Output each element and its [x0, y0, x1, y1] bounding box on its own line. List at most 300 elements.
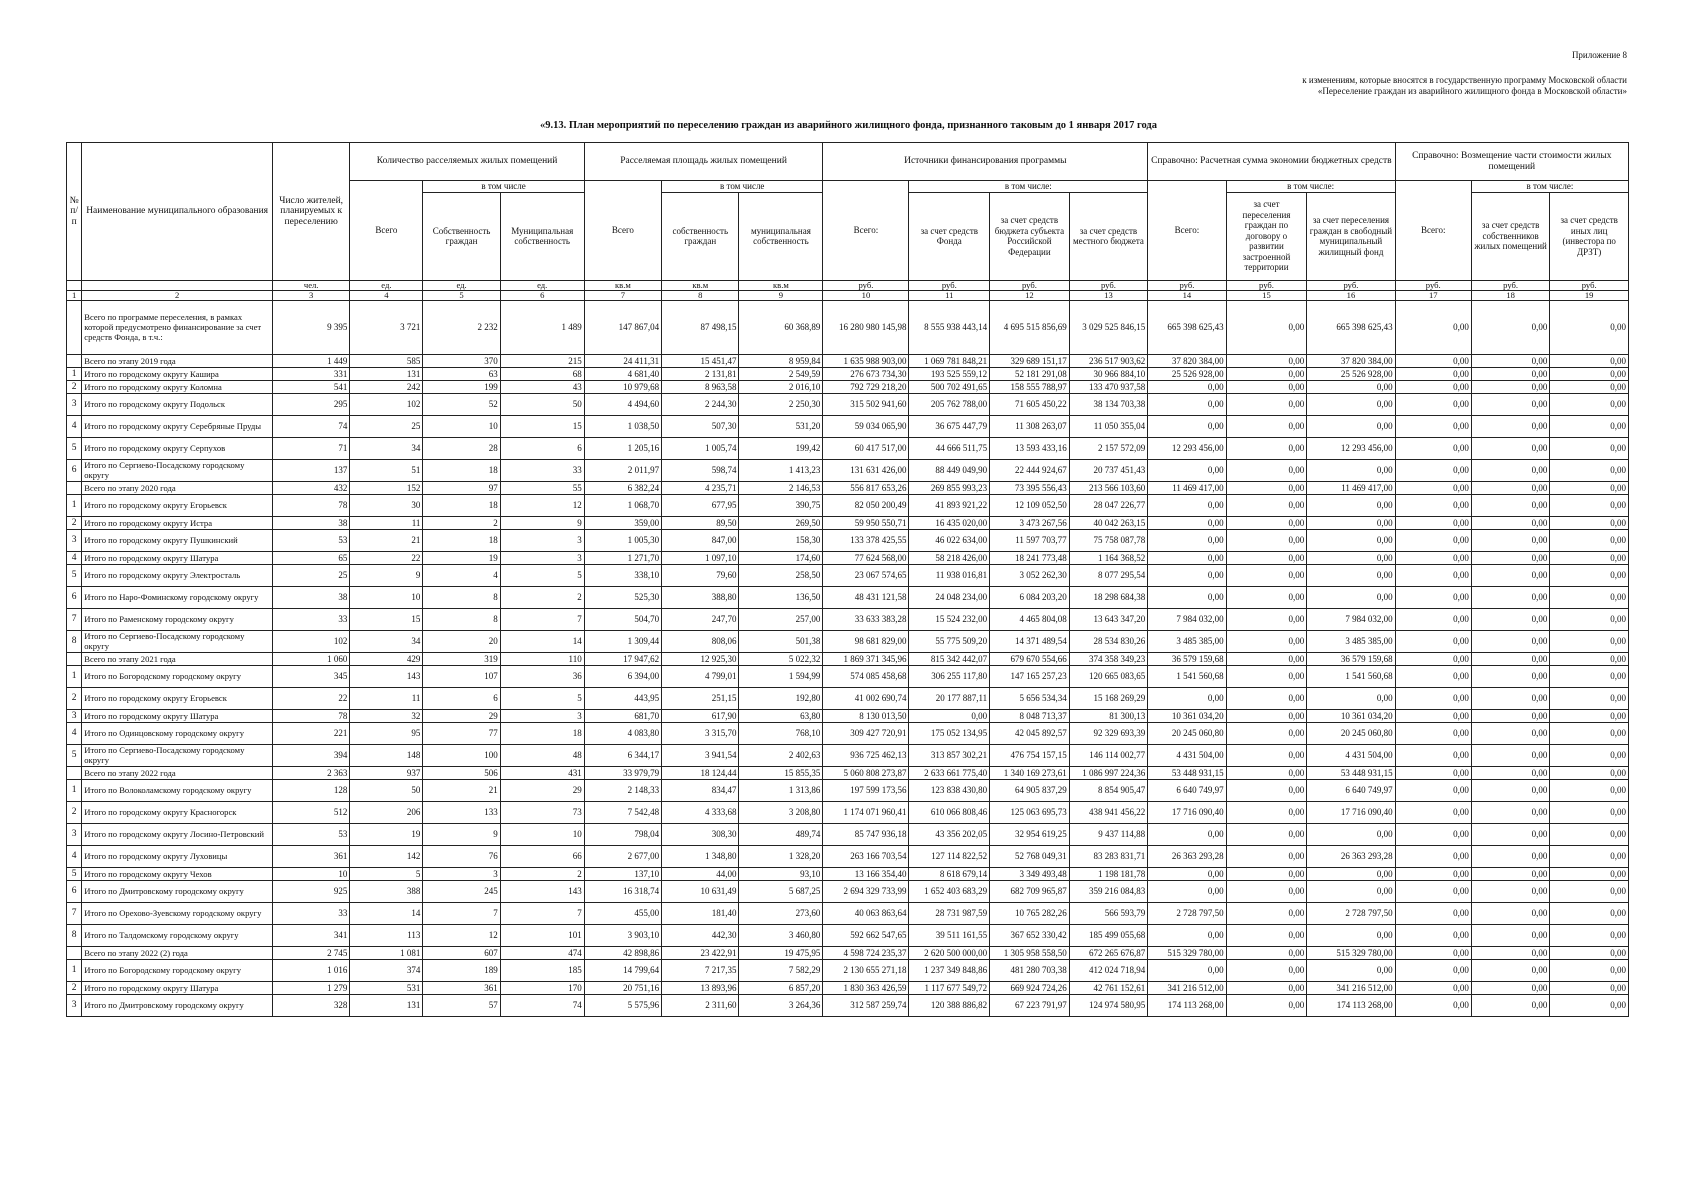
value-cell: 11 050 355,04 [1069, 415, 1148, 437]
value-cell: 1 413,23 [739, 459, 823, 481]
value-cell: 9 [500, 516, 584, 529]
value-cell: 8 [423, 608, 500, 630]
value-cell: 4 494,60 [584, 393, 661, 415]
value-cell: 0,00 [1550, 415, 1629, 437]
value-cell: 2 728 797,50 [1148, 902, 1226, 924]
value-cell: 388,80 [662, 586, 739, 608]
value-cell: 3 903,10 [584, 924, 661, 946]
column-number-cell: 13 [1069, 290, 1148, 300]
value-cell: 34 [350, 630, 423, 652]
value-cell: 617,90 [662, 709, 739, 722]
row-number [67, 481, 82, 494]
value-cell: 3 349 493,48 [990, 867, 1070, 880]
value-cell: 263 166 703,54 [823, 845, 909, 867]
value-cell: 0,00 [1148, 564, 1226, 586]
value-cell: 57 [423, 994, 500, 1016]
value-cell: 0,00 [1226, 652, 1307, 665]
value-cell: 0,00 [1226, 924, 1307, 946]
value-cell: 0,00 [1307, 867, 1395, 880]
value-cell: 2 363 [272, 766, 349, 779]
table-row [67, 924, 1629, 946]
qty-own-header: Собственность граждан [423, 192, 500, 280]
column-number-cell: 15 [1226, 290, 1307, 300]
value-cell: 93,10 [739, 867, 823, 880]
value-cell: 0,00 [1148, 529, 1226, 551]
row-number: 1 [67, 367, 82, 380]
table-row [67, 380, 1629, 393]
value-cell: 0,00 [1550, 867, 1629, 880]
value-cell: 0,00 [1226, 551, 1307, 564]
value-cell: 33 [272, 608, 349, 630]
value-cell: 48 [500, 744, 584, 766]
value-cell: 512 [272, 801, 349, 823]
value-cell: 137,10 [584, 867, 661, 880]
municipality-name: Итого по Талдомскому городскому округу [82, 924, 273, 946]
value-cell: 0,00 [1471, 766, 1549, 779]
value-cell: 0,00 [1471, 902, 1549, 924]
column-number-cell: 9 [739, 290, 823, 300]
value-cell: 0,00 [1395, 823, 1471, 845]
value-cell: 100 [423, 744, 500, 766]
value-cell: 1 016 [272, 959, 349, 981]
value-cell: 44 666 511,75 [909, 437, 990, 459]
value-cell: 0,00 [1471, 415, 1549, 437]
value-cell: 4 799,01 [662, 665, 739, 687]
value-cell: 0,00 [1395, 652, 1471, 665]
value-cell: 133 378 425,55 [823, 529, 909, 551]
municipality-name: Итого по городскому округу Егорьевск [82, 687, 273, 709]
table-row [67, 779, 1629, 801]
value-cell: 0,00 [1471, 586, 1549, 608]
row-number: 2 [67, 380, 82, 393]
value-cell: 0,00 [1226, 902, 1307, 924]
unit-cell: руб. [990, 280, 1070, 290]
value-cell: 10 361 034,20 [1307, 709, 1395, 722]
qty-municipal-header: Муниципальная собственность [500, 192, 584, 280]
table-row [67, 437, 1629, 459]
value-cell: 12 925,30 [662, 652, 739, 665]
value-cell: 0,00 [1395, 608, 1471, 630]
value-cell: 0,00 [1148, 880, 1226, 902]
value-cell: 146 114 002,77 [1069, 744, 1148, 766]
value-cell: 0,00 [1395, 687, 1471, 709]
value-cell: 0,00 [1471, 867, 1549, 880]
value-cell: 19 [350, 823, 423, 845]
row-number: 5 [67, 867, 82, 880]
value-cell: 0,00 [1471, 744, 1549, 766]
unit-cell: руб. [1307, 280, 1395, 290]
value-cell: 0,00 [1471, 300, 1549, 354]
value-cell: 102 [272, 630, 349, 652]
value-cell: 0,00 [1471, 994, 1549, 1016]
value-cell: 247,70 [662, 608, 739, 630]
value-cell: 443,95 [584, 687, 661, 709]
table-row [67, 551, 1629, 564]
area-total-header: Всего [584, 181, 661, 281]
area-incl-header: в том числе [662, 181, 823, 193]
value-cell: 0,00 [1550, 516, 1629, 529]
value-cell: 113 [350, 924, 423, 946]
group-economy-header: Справочно: Расчетная сумма экономии бюджетных средств [1148, 143, 1395, 181]
value-cell: 1 198 181,78 [1069, 867, 1148, 880]
value-cell: 0,00 [1471, 845, 1549, 867]
value-cell: 0,00 [1550, 902, 1629, 924]
value-cell: 0,00 [1471, 564, 1549, 586]
row-number: 4 [67, 845, 82, 867]
value-cell: 2 728 797,50 [1307, 902, 1395, 924]
value-cell: 30 [350, 494, 423, 516]
value-cell: 0,00 [1550, 393, 1629, 415]
municipality-name: Итого по городскому округу Шатура [82, 709, 273, 722]
value-cell: 73 395 556,43 [990, 481, 1070, 494]
value-cell: 124 974 580,95 [1069, 994, 1148, 1016]
value-cell: 10 765 282,26 [990, 902, 1070, 924]
value-cell: 8 963,58 [662, 380, 739, 393]
value-cell: 206 [350, 801, 423, 823]
unit-cell: кв.м [739, 280, 823, 290]
value-cell: 17 947,62 [584, 652, 661, 665]
value-cell: 52 [423, 393, 500, 415]
value-cell: 0,00 [1226, 766, 1307, 779]
value-cell: 13 593 433,16 [990, 437, 1070, 459]
value-cell: 55 [500, 481, 584, 494]
col-residents-header: Число жителей, планируемых к переселению [272, 143, 349, 281]
value-cell: 17 716 090,40 [1148, 801, 1226, 823]
value-cell: 25 [272, 564, 349, 586]
value-cell: 1 340 169 273,61 [990, 766, 1070, 779]
comp-incl-header: в том числе: [1471, 181, 1628, 193]
unit-cell: руб. [909, 280, 990, 290]
value-cell: 489,74 [739, 823, 823, 845]
value-cell: 525,30 [584, 586, 661, 608]
value-cell: 0,00 [1226, 300, 1307, 354]
value-cell: 3 052 262,30 [990, 564, 1070, 586]
value-cell: 245 [423, 880, 500, 902]
value-cell: 55 775 509,20 [909, 630, 990, 652]
value-cell: 174 113 268,00 [1307, 994, 1395, 1016]
group-area-header: Расселяемая площадь жилых помещений [584, 143, 823, 181]
value-cell: 331 [272, 367, 349, 380]
value-cell: 0,00 [1395, 564, 1471, 586]
value-cell: 0,00 [1226, 946, 1307, 959]
municipality-name: Итого по городскому округу Шатура [82, 981, 273, 994]
value-cell: 36 [500, 665, 584, 687]
value-cell: 0,00 [1307, 551, 1395, 564]
value-cell: 681,70 [584, 709, 661, 722]
value-cell: 0,00 [1550, 437, 1629, 459]
value-cell: 0,00 [1226, 880, 1307, 902]
row-number: 2 [67, 687, 82, 709]
value-cell: 143 [500, 880, 584, 902]
value-cell: 0,00 [1550, 845, 1629, 867]
value-cell: 269 855 993,23 [909, 481, 990, 494]
row-number [67, 946, 82, 959]
value-cell: 68 [500, 367, 584, 380]
value-cell: 0,00 [1550, 630, 1629, 652]
value-cell: 101 [500, 924, 584, 946]
value-cell: 9 437 114,88 [1069, 823, 1148, 845]
value-cell: 52 768 049,31 [990, 845, 1070, 867]
value-cell: 52 181 291,08 [990, 367, 1070, 380]
value-cell: 0,00 [1395, 437, 1471, 459]
value-cell: 5 [500, 564, 584, 586]
value-cell: 2 157 572,09 [1069, 437, 1148, 459]
value-cell: 0,00 [1226, 380, 1307, 393]
value-cell: 3 485 385,00 [1148, 630, 1226, 652]
value-cell: 215 [500, 354, 584, 367]
column-number-cell: 18 [1471, 290, 1549, 300]
municipality-name: Всего по программе переселения, в рамках которой предусмотрено финансирование за счет средств Фонда, в т.ч.: [82, 300, 273, 354]
value-cell: 0,00 [1395, 924, 1471, 946]
value-cell: 236 517 903,62 [1069, 354, 1148, 367]
value-cell: 0,00 [1550, 459, 1629, 481]
value-cell: 6 857,20 [739, 981, 823, 994]
group-financing-header: Источники финансирования программы [823, 143, 1148, 181]
unit-cell: руб. [1226, 280, 1307, 290]
value-cell: 1 069 781 848,21 [909, 354, 990, 367]
value-cell: 197 599 173,56 [823, 779, 909, 801]
value-cell: 174 113 268,00 [1148, 994, 1226, 1016]
value-cell: 598,74 [662, 459, 739, 481]
unit-cell-empty [82, 280, 273, 290]
value-cell: 3 [500, 709, 584, 722]
value-cell: 0,00 [1307, 880, 1395, 902]
value-cell: 24 048 234,00 [909, 586, 990, 608]
value-cell: 4 695 515 856,69 [990, 300, 1070, 354]
value-cell: 15 855,35 [739, 766, 823, 779]
table-row [67, 766, 1629, 779]
value-cell: 18 [423, 529, 500, 551]
value-cell: 0,00 [1395, 551, 1471, 564]
value-cell: 361 [423, 981, 500, 994]
table-row [67, 481, 1629, 494]
value-cell: 73 [500, 801, 584, 823]
value-cell: 136,50 [739, 586, 823, 608]
value-cell: 14 371 489,54 [990, 630, 1070, 652]
value-cell: 0,00 [1471, 823, 1549, 845]
value-cell: 67 223 791,97 [990, 994, 1070, 1016]
value-cell: 2 620 500 000,00 [909, 946, 990, 959]
value-cell: 33 [500, 459, 584, 481]
value-cell: 925 [272, 880, 349, 902]
value-cell: 6 344,17 [584, 744, 661, 766]
comp-total-header: Всего: [1395, 181, 1471, 281]
row-number: 6 [67, 586, 82, 608]
value-cell: 0,00 [1550, 994, 1629, 1016]
value-cell: 258,50 [739, 564, 823, 586]
table-row [67, 459, 1629, 481]
value-cell: 0,00 [1550, 880, 1629, 902]
value-cell: 531 [350, 981, 423, 994]
municipality-name: Итого по городскому округу Электросталь [82, 564, 273, 586]
value-cell: 0,00 [1550, 946, 1629, 959]
value-cell: 2 232 [423, 300, 500, 354]
table-row [67, 709, 1629, 722]
municipality-name: Итого по городскому округу Егорьевск [82, 494, 273, 516]
value-cell: 7 984 032,00 [1148, 608, 1226, 630]
value-cell: 0,00 [1471, 437, 1549, 459]
value-cell: 20 737 451,43 [1069, 459, 1148, 481]
value-cell: 142 [350, 845, 423, 867]
value-cell: 9 [350, 564, 423, 586]
area-own-header: собственность граждан [662, 192, 739, 280]
value-cell: 476 754 157,15 [990, 744, 1070, 766]
table-row [67, 902, 1629, 924]
value-cell: 0,00 [1226, 393, 1307, 415]
column-number-cell: 3 [272, 290, 349, 300]
value-cell: 221 [272, 722, 349, 744]
value-cell: 2 244,30 [662, 393, 739, 415]
value-cell: 1 271,70 [584, 551, 661, 564]
table-row [67, 564, 1629, 586]
col-name-header: Наименование муниципального образования [82, 143, 273, 281]
value-cell: 679 670 554,66 [990, 652, 1070, 665]
value-cell: 442,30 [662, 924, 739, 946]
value-cell: 501,38 [739, 630, 823, 652]
value-cell: 0,00 [1395, 300, 1471, 354]
value-cell: 18 [423, 494, 500, 516]
value-cell: 87 498,15 [662, 300, 739, 354]
value-cell: 30 966 884,10 [1069, 367, 1148, 380]
value-cell: 0,00 [1148, 823, 1226, 845]
value-cell: 0,00 [1395, 380, 1471, 393]
value-cell: 29 [423, 709, 500, 722]
value-cell: 50 [500, 393, 584, 415]
unit-cell: руб. [823, 280, 909, 290]
value-cell: 4 431 504,00 [1307, 744, 1395, 766]
value-cell: 541 [272, 380, 349, 393]
value-cell: 3 485 385,00 [1307, 630, 1395, 652]
municipality-name: Итого по городскому округу Красногорск [82, 801, 273, 823]
value-cell: 0,00 [1550, 801, 1629, 823]
row-number: 5 [67, 564, 82, 586]
row-number: 4 [67, 551, 82, 564]
value-cell: 11 938 016,81 [909, 564, 990, 586]
value-cell: 0,00 [1395, 981, 1471, 994]
value-cell: 10 [500, 823, 584, 845]
value-cell: 152 [350, 481, 423, 494]
value-cell: 0,00 [1471, 687, 1549, 709]
value-cell: 66 [500, 845, 584, 867]
value-cell: 295 [272, 393, 349, 415]
value-cell: 0,00 [1395, 867, 1471, 880]
value-cell: 0,00 [1395, 801, 1471, 823]
value-cell: 345 [272, 665, 349, 687]
value-cell: 0,00 [1307, 494, 1395, 516]
value-cell: 7 [500, 608, 584, 630]
value-cell: 5 060 808 273,87 [823, 766, 909, 779]
value-cell: 0,00 [1395, 481, 1471, 494]
value-cell: 0,00 [1550, 959, 1629, 981]
value-cell: 0,00 [1395, 946, 1471, 959]
table-row [67, 393, 1629, 415]
municipality-name: Итого по городскому округу Луховицы [82, 845, 273, 867]
value-cell: 1 279 [272, 981, 349, 994]
value-cell: 1 038,50 [584, 415, 661, 437]
unit-cell: руб. [1471, 280, 1549, 290]
table-row [67, 744, 1629, 766]
row-number: 8 [67, 924, 82, 946]
value-cell: 1 652 403 683,29 [909, 880, 990, 902]
reference-line-2: «Переселение граждан из аварийного жилищного фонда в Московской области» [1317, 86, 1627, 96]
municipality-name: Итого по Орехово-Зуевскому городскому округу [82, 902, 273, 924]
value-cell: 63,80 [739, 709, 823, 722]
value-cell: 429 [350, 652, 423, 665]
value-cell: 0,00 [1550, 744, 1629, 766]
econ-free-fund-header: за счет переселения граждан в свободный муниципальный жилищный фонд [1307, 192, 1395, 280]
value-cell: 665 398 625,43 [1148, 300, 1226, 354]
row-number: 3 [67, 393, 82, 415]
value-cell: 199,42 [739, 437, 823, 459]
value-cell: 131 [350, 994, 423, 1016]
value-cell: 0,00 [1550, 354, 1629, 367]
value-cell: 46 022 634,00 [909, 529, 990, 551]
value-cell: 2 311,60 [662, 994, 739, 1016]
value-cell: 394 [272, 744, 349, 766]
value-cell: 59 950 550,71 [823, 516, 909, 529]
value-cell: 1 081 [350, 946, 423, 959]
value-cell: 309 427 720,91 [823, 722, 909, 744]
value-cell: 0,00 [1226, 586, 1307, 608]
row-number: 1 [67, 779, 82, 801]
value-cell: 26 363 293,28 [1148, 845, 1226, 867]
value-cell: 42 898,86 [584, 946, 661, 959]
value-cell: 808,06 [662, 630, 739, 652]
table-row [67, 687, 1629, 709]
value-cell: 6 [423, 687, 500, 709]
value-cell: 131 [350, 367, 423, 380]
municipality-name: Итого по городскому округу Серпухов [82, 437, 273, 459]
value-cell: 1 869 371 345,96 [823, 652, 909, 665]
value-cell: 308,30 [662, 823, 739, 845]
value-cell: 5 575,96 [584, 994, 661, 1016]
value-cell: 0,00 [1395, 880, 1471, 902]
value-cell: 53 448 931,15 [1307, 766, 1395, 779]
value-cell: 361 [272, 845, 349, 867]
value-cell: 1 060 [272, 652, 349, 665]
qty-total-header: Всего [350, 181, 423, 281]
value-cell: 107 [423, 665, 500, 687]
value-cell: 21 [350, 529, 423, 551]
value-cell: 0,00 [1395, 709, 1471, 722]
value-cell: 15 451,47 [662, 354, 739, 367]
table-row [67, 722, 1629, 744]
row-number [67, 300, 82, 354]
value-cell: 792 729 218,20 [823, 380, 909, 393]
value-cell: 11 597 703,77 [990, 529, 1070, 551]
column-number-cell: 4 [350, 290, 423, 300]
table-row [67, 959, 1629, 981]
value-cell: 0,00 [1307, 823, 1395, 845]
value-cell: 147 867,04 [584, 300, 661, 354]
value-cell: 13 893,96 [662, 981, 739, 994]
value-cell: 22 [272, 687, 349, 709]
value-cell: 1 541 560,68 [1307, 665, 1395, 687]
value-cell: 59 034 065,90 [823, 415, 909, 437]
value-cell: 60 417 517,00 [823, 437, 909, 459]
value-cell: 1 489 [500, 300, 584, 354]
column-number-cell: 10 [823, 290, 909, 300]
value-cell: 0,00 [1226, 994, 1307, 1016]
value-cell: 32 954 619,25 [990, 823, 1070, 845]
value-cell: 0,00 [1550, 300, 1629, 354]
column-number-cell: 1 [67, 290, 82, 300]
table-row [67, 823, 1629, 845]
value-cell: 0,00 [1550, 981, 1629, 994]
value-cell: 23 422,91 [662, 946, 739, 959]
value-cell: 768,10 [739, 722, 823, 744]
value-cell: 6 640 749,97 [1307, 779, 1395, 801]
